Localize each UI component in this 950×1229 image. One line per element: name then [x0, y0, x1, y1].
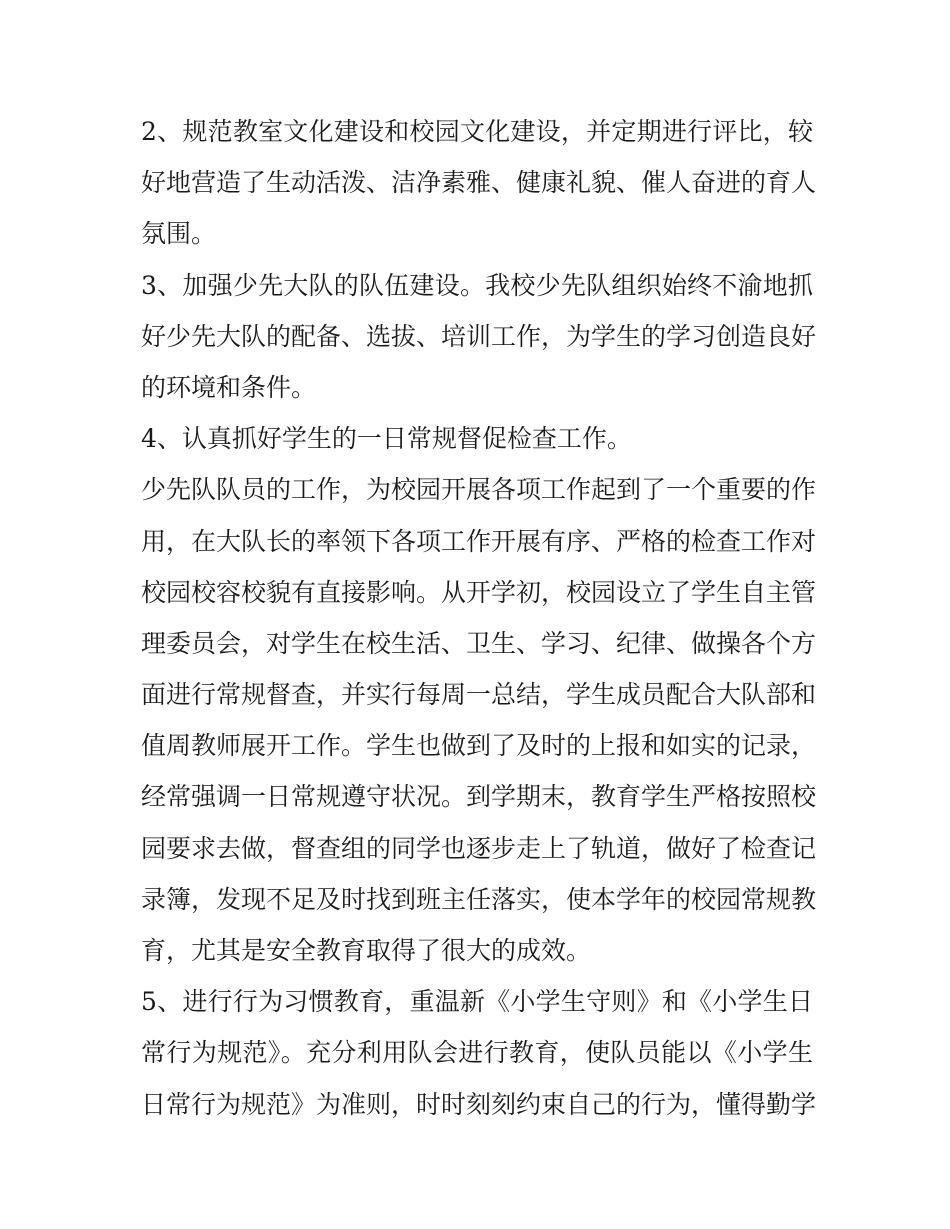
text-line: 2、规范教室文化建设和校园文化建设，并定期进行评比，较 — [141, 117, 813, 146]
text-line: 日常行为规范》为准则，时时刻刻约束自己的行为，懂得勤学 — [141, 1089, 817, 1119]
text-line: 常行为规范》。充分利用队会进行教育，使队员能以《小学生 — [141, 1038, 813, 1068]
text-line: 3、加强少先大队的队伍建设。我校少先队组织始终不渝地抓 — [141, 270, 813, 300]
text-line: 经常强调一日常规遵守状况。到学期末，教育学生严格按照校 — [141, 782, 817, 812]
text-line: 校园校容校貌有直接影响。从开学初，校园设立了学生自主管 — [141, 577, 817, 607]
text-line: 4、认真抓好学生的一日常规督促检查工作。 — [141, 424, 632, 454]
text-line: 值周教师展开工作。学生也做到了及时的上报和如实的记录， — [141, 731, 817, 761]
text-line: 园要求去做，督查组的同学也逐步走上了轨道，做好了检查记 — [141, 833, 817, 863]
text-line: 理委员会，对学生在校生活、卫生、学习、纪律、做操各个方 — [141, 628, 817, 658]
text-line: 录簿，发现不足及时找到班主任落实，使本学年的校园常规教 — [141, 884, 817, 914]
text-line: 氛围。 — [141, 219, 217, 249]
text-line: 的环境和条件。 — [141, 372, 317, 402]
text-line: 5、进行行为习惯教育，重温新《小学生守则》和《小学生日 — [141, 987, 813, 1017]
text-line: 用，在大队长的率领下各项工作开展有序、严格的检查工作对 — [141, 526, 817, 556]
text-line: 面进行常规督查，并实行每周一总结，学生成员配合大队部和 — [141, 680, 817, 710]
text-line: 好地营造了生动活泼、洁净素雅、健康礼貌、催人奋进的育人 — [141, 168, 817, 198]
text-line: 好少先大队的配备、选拔、培训工作，为学生的学习创造良好 — [141, 321, 817, 351]
text-line: 少先队队员的工作，为校园开展各项工作起到了一个重要的作 — [141, 475, 817, 505]
text-line: 育，尤其是安全教育取得了很大的成效。 — [141, 936, 592, 965]
document-body — [141, 106, 817, 1130]
